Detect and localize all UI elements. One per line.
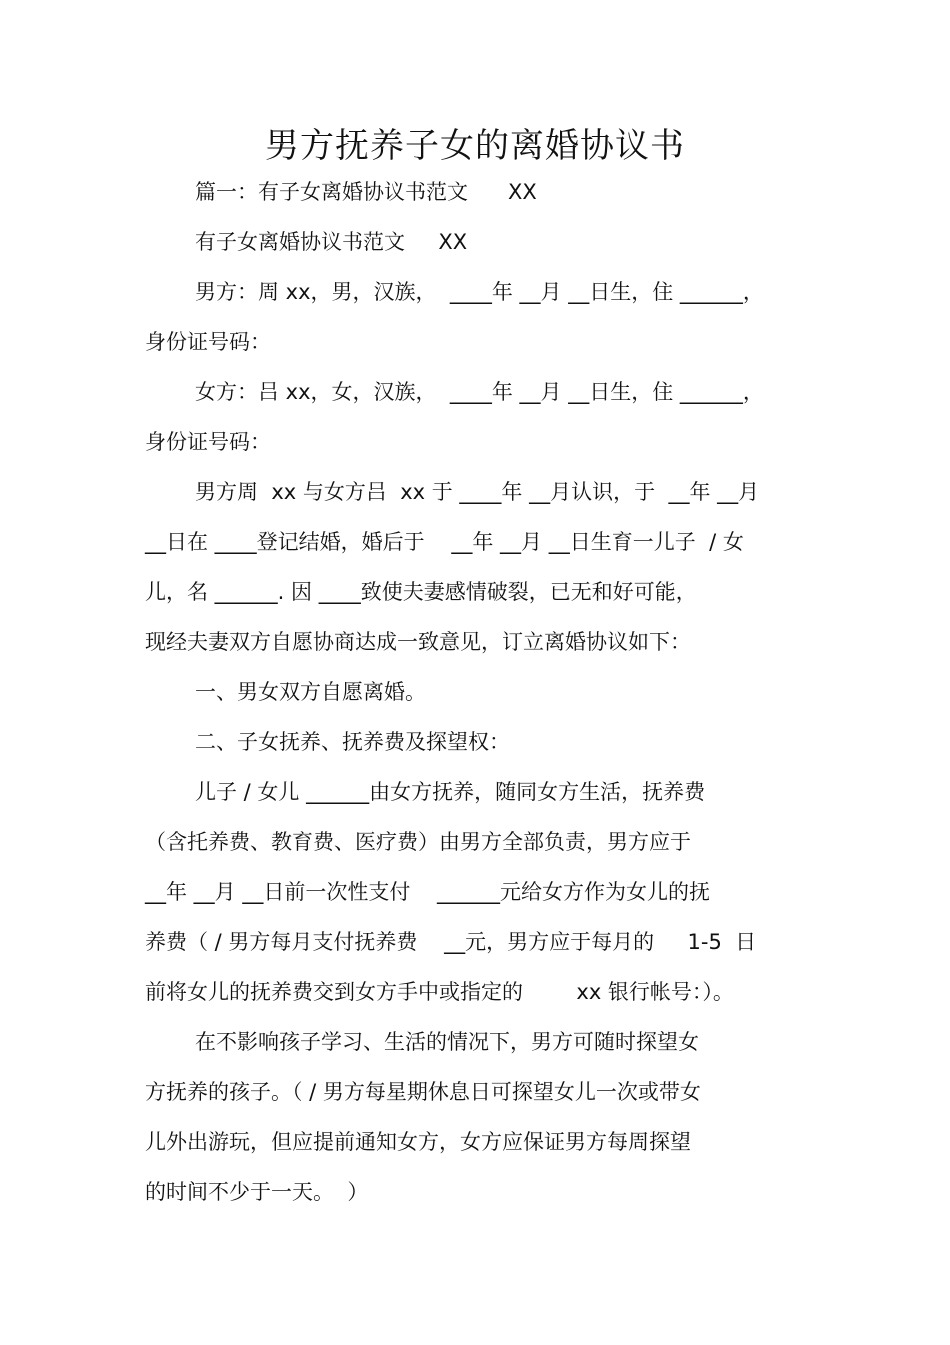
paragraph-line: 在不影响孩子学习、生活的情况下，男方可随时探望女 bbox=[195, 1030, 699, 1054]
subheading: 有子女离婚协议书范文 XX bbox=[195, 230, 468, 254]
male-party-line: 男方：周 xx，男，汉族， ____年 __月 __日生，住 ______， bbox=[195, 280, 764, 304]
paragraph-line: 现经夫妻双方自愿协商达成一致意见，订立离婚协议如下： bbox=[145, 630, 691, 654]
male-id-line: 身份证号码： bbox=[145, 330, 271, 354]
paragraph-line: 的时间不少于一天。 ） bbox=[145, 1180, 369, 1204]
paragraph-line: 养费（ / 男方每月支付抚养费 __元，男方应于每月的 1-5 日 bbox=[145, 930, 757, 954]
female-party-line: 女方：吕 xx，女，汉族， ____年 __月 __日生，住 ______， bbox=[195, 380, 764, 404]
paragraph-line: __年 __月 __日前一次性支付 ______元给女方作为女儿的抚 bbox=[145, 880, 711, 904]
section-heading: 篇一：有子女离婚协议书范文 XX bbox=[195, 180, 537, 204]
paragraph-line: __日在 ____登记结婚，婚后于 __年 __月 __日生育一儿子 / 女 bbox=[145, 530, 744, 554]
female-id-line: 身份证号码： bbox=[145, 430, 271, 454]
clause-one: 一、男女双方自愿离婚。 bbox=[195, 680, 426, 704]
paragraph-line: 前将女儿的抚养费交到女方手中或指定的 xx 银行帐号：）。 bbox=[145, 980, 734, 1004]
paragraph-line: （含托养费、教育费、医疗费）由男方全部负责，男方应于 bbox=[145, 830, 691, 854]
paragraph-line: 儿子 / 女儿 ______由女方抚养，随同女方生活，抚养费 bbox=[195, 780, 706, 804]
paragraph-line: 儿，名 ______. 因 ____致使夫妻感情破裂，已无和好可能， bbox=[145, 580, 697, 604]
document-title: 男方抚养子女的离婚协议书 bbox=[265, 126, 685, 166]
paragraph-line: 儿外出游玩，但应提前通知女方，女方应保证男方每周探望 bbox=[145, 1130, 691, 1154]
paragraph-line: 男方周 xx 与女方吕 xx 于 ____年 __月认识，于 __年 __月 bbox=[195, 480, 760, 504]
paragraph-line: 方抚养的孩子。（ / 男方每星期休息日可探望女儿一次或带女 bbox=[145, 1080, 701, 1104]
clause-two: 二、子女抚养、抚养费及探望权： bbox=[195, 730, 510, 754]
